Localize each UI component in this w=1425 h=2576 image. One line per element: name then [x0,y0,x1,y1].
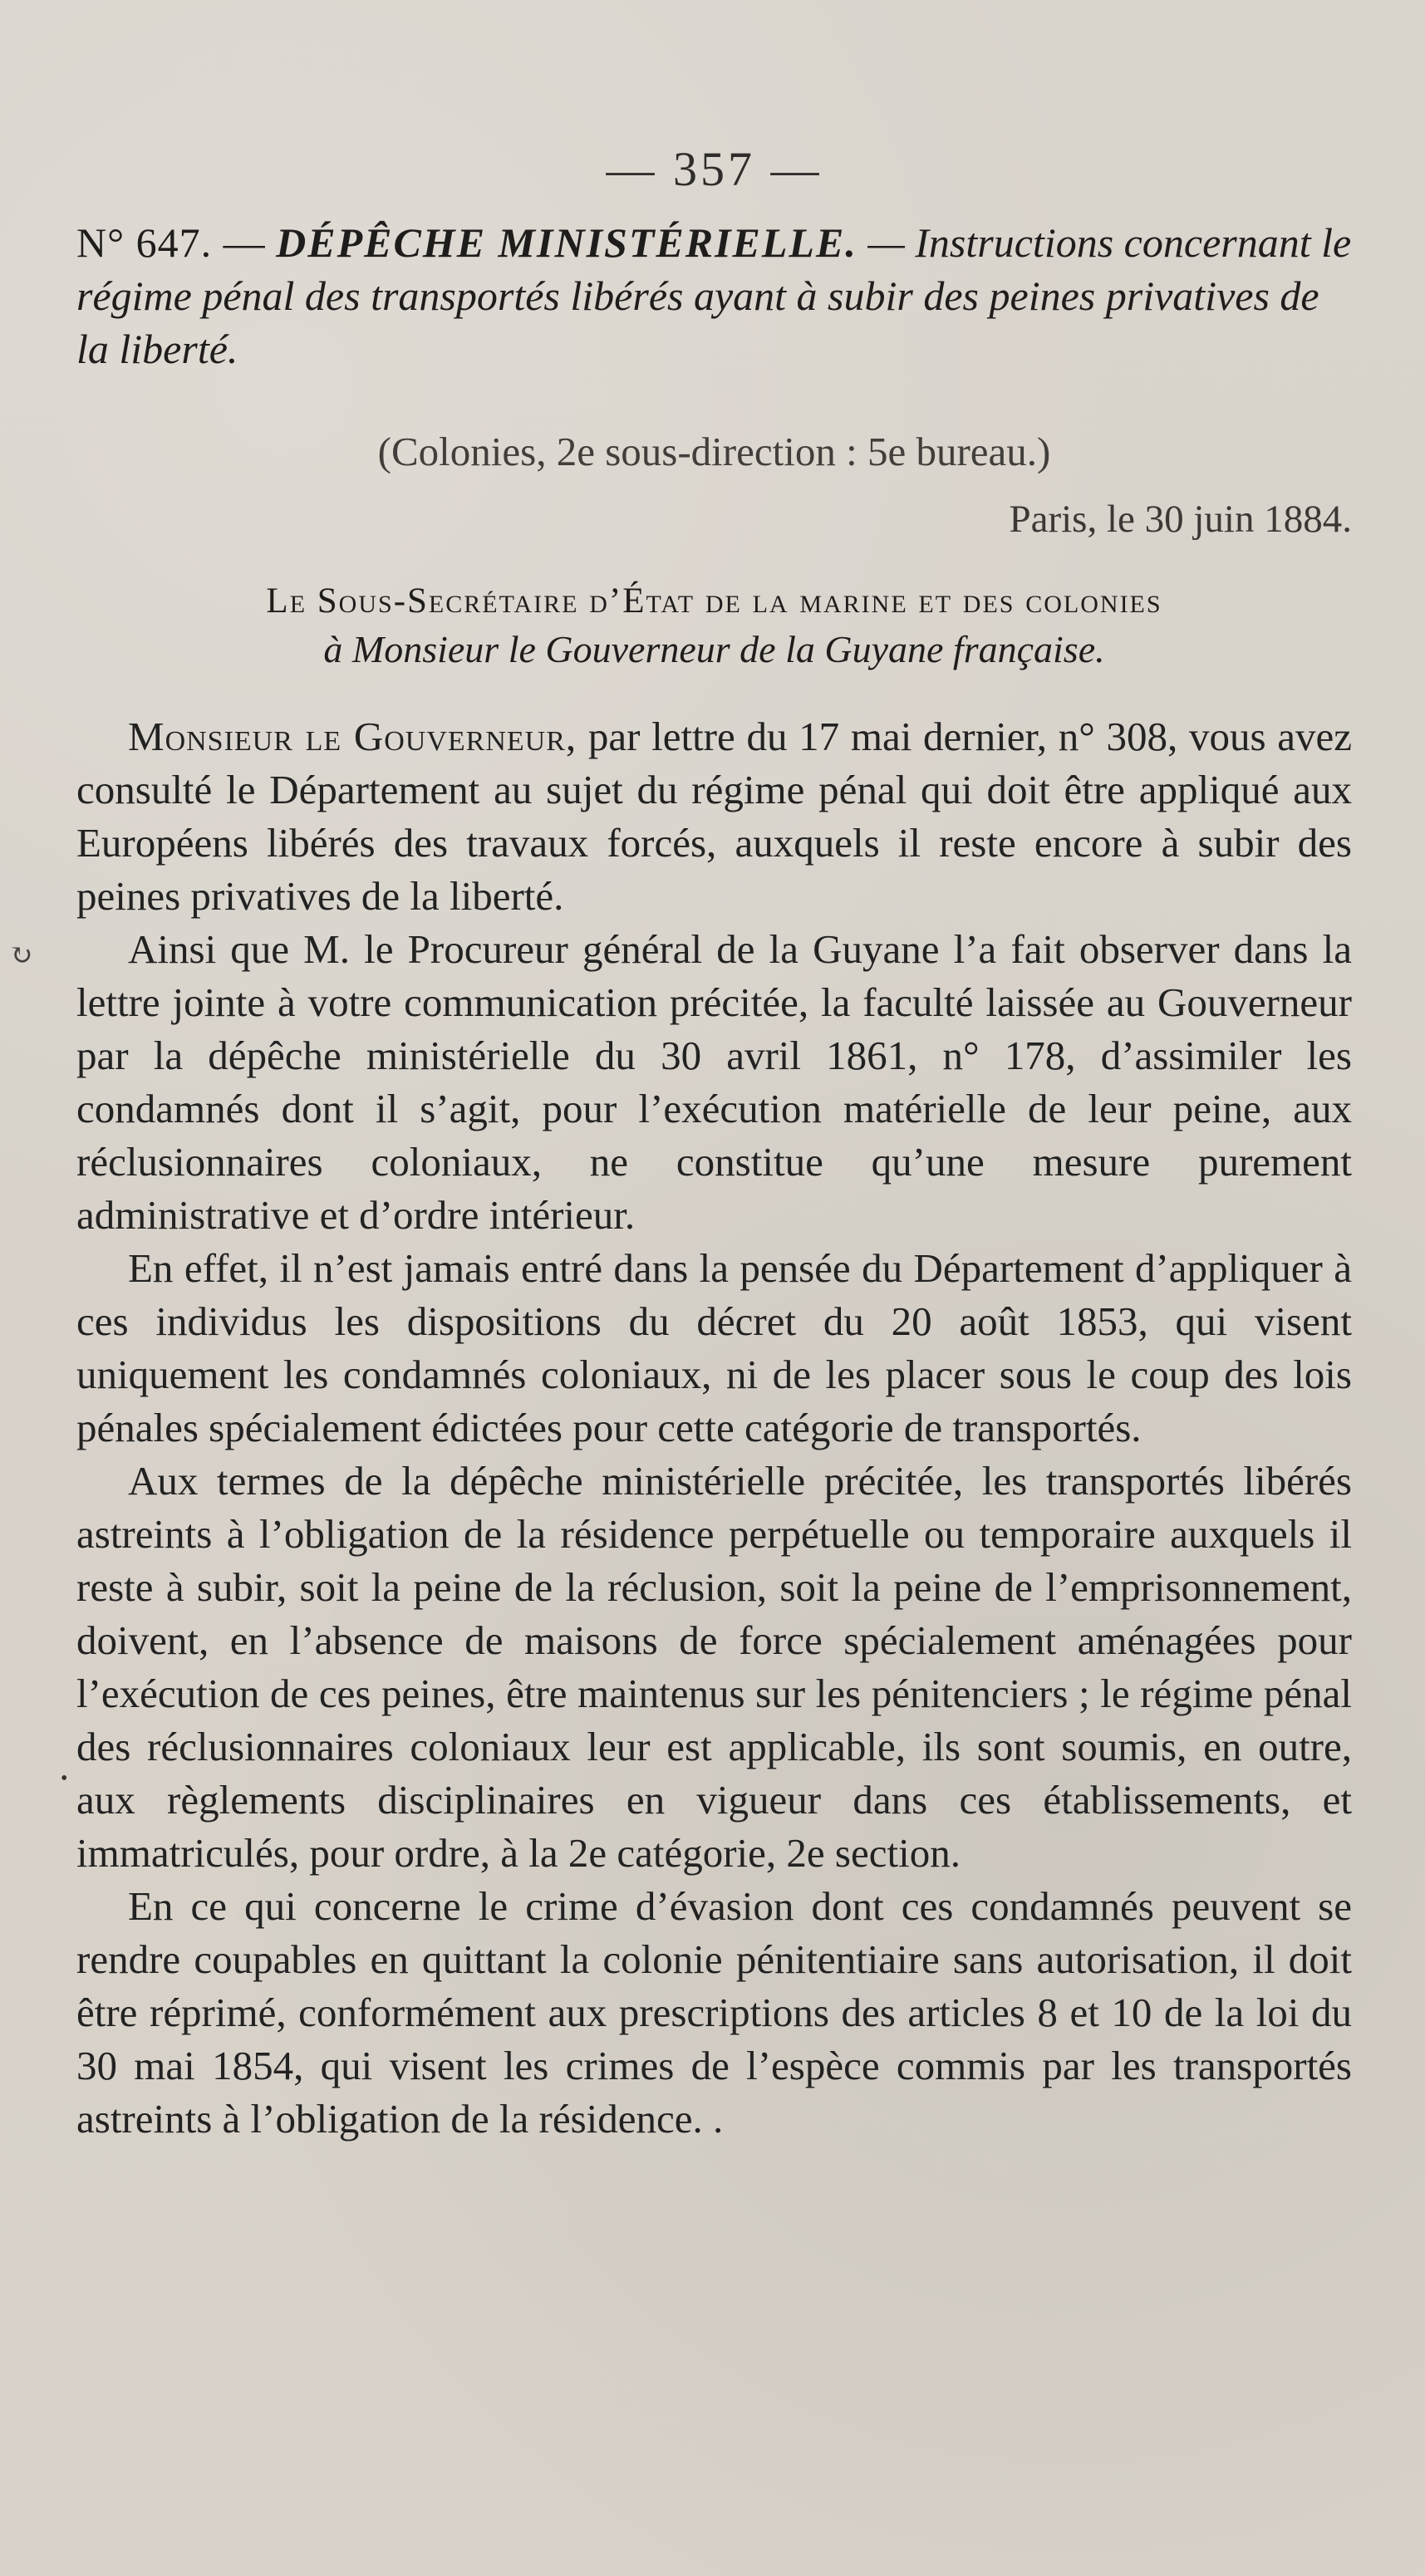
paragraph-3: En effet, il n’est jamais entré dans la pensée du Département d’appliquer à ces individus les dispositions du décret du 20 août 1853, qui visent uniquement les condamnés coloniaux, ni de les placer sous le coup des lois pénales spécialement édictées pour cette catégorie de transportés. [76,1245,1352,1450]
document-number: N° 647. — [76,219,266,266]
paragraph-5: En ce qui concerne le crime d’évasion dont ces condamnés peuvent se rendre coupables en quittant la colonie pénitentiaire sans autorisation, il doit être réprimé, conformément aux prescriptions des articles 8 et 10 de la loi du 30 mai 1854, qui visent les crimes de l’espèce commis par les transportés astreints à l’obligation de la résidence. . [76,1883,1352,2142]
document-title [76,216,1352,375]
document-subtitle: — Instructions concernant le régime pénal des transportés libérés ayant à subir des peines privatives de la liberté. [76,219,1352,372]
document-meta: (Colonies, 2e sous-direction : 5e bureau.) [377,429,1051,474]
paragraph-4: Aux termes de la dépêche ministérielle précitée, les transportés libérés astreints à l’obligation de la résidence perpétuelle ou temporaire auxquels il reste à subir, soit la peine de la réclusion, soit la peine de l’emprisonnement, doivent, en l’absence de maisons de force spécialement aménagées pour l’exécution de ces peines, être maintenus sur les pénitenciers ; le régime pénal des réclusionnaires coloniaux leur est applicable, ils sont soumis, en outre, aux règlements disciplinaires en vigueur dans ces établissements, et immatriculés, pour ordre, à la 2e catégorie, 2e section. [76,1458,1352,1876]
document-date: Paris, le 30 juin 1884. [1009,498,1352,541]
body-copy [76,710,1352,2146]
page-number: — 357 — [606,142,823,196]
paragraph-1-text: par lettre du 17 mai dernier, n° 308, vous avez consulté le Département au sujet du régime pénal qui doit être appliqué aux Européens libérés des travaux forcés, auxquels il reste encore à subir des peines privatives de la liberté. [76,714,1352,919]
salutation: Monsieur le Gouverneur, [128,714,577,759]
document-heading: DÉPÊCHE MINISTÉRIELLE. [276,219,857,266]
paragraph-2: Ainsi que M. le Procureur général de la Guyane l’a fait observer dans la lettre jointe à votre communication précitée, la faculté laissée au Gouverneur par la dépêche ministérielle du 30 avril 1861, n° 178, d’assimiler les condamnés dont il s’agit, pour l’exécution matérielle de leur peine, aux réclusionnaires coloniaux, ne constitue qu’une mesure purement administrative et d’ordre intérieur. [76,926,1352,1238]
addressor-block [76,577,1352,674]
addressor-line-2: à Monsieur le Gouverneur de la Guyane française. [323,628,1105,670]
addressor-line-1: Le Sous-Secrétaire d’État de la marine et des colonies [266,581,1162,621]
paragraph-1 [76,710,1352,923]
margin-mark: ↻ [9,940,33,971]
margin-dot: • [61,1768,68,1789]
